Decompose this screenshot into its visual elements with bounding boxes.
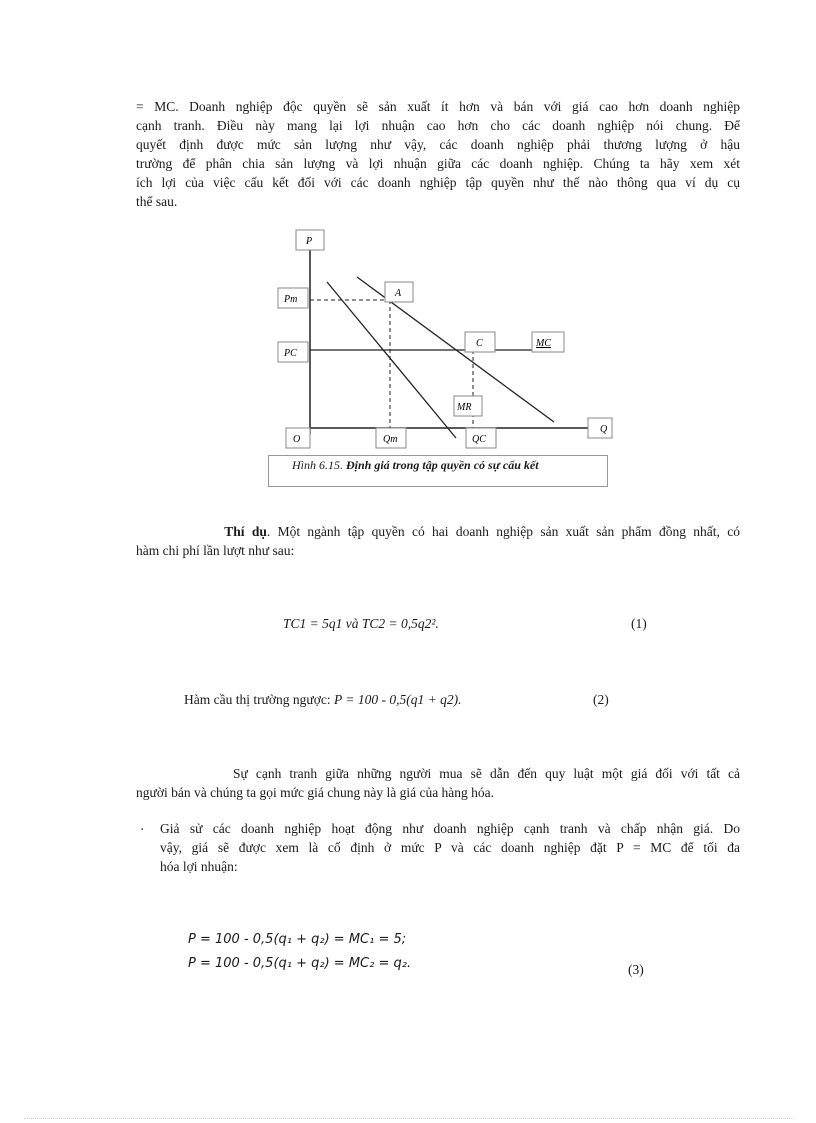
equation-3-line: P = 100 - 0,5(q₁ + q₂) = MC₁ = 5;: [188, 932, 407, 947]
intro-line: quyết định được mức sản lượng như vậy, các doanh nghiệp phải thương lượng ở hậu: [136, 137, 740, 152]
equation-2-formula: P = 100 - 0,5(q1 + q2).: [334, 692, 462, 707]
intro-line: thể sau.: [136, 194, 178, 209]
label-qc: [466, 428, 496, 448]
competition-text: Sự cạnh tranh giữa những người mua sẽ dẫn đến quy luật một giá đối với tất cả: [232, 766, 740, 781]
label-a-text: A: [395, 288, 402, 299]
label-a: [385, 282, 413, 302]
label-q: [588, 418, 612, 438]
competition-paragraph: [136, 764, 740, 802]
label-o-text: O: [293, 434, 301, 445]
competition-line: người bán và chúng ta gọi mức giá chung này là giá của hàng hóa.: [136, 785, 495, 800]
equation-2: [184, 690, 461, 709]
example-label: Thí dụ: [224, 524, 267, 539]
label-pm-text: Pm: [284, 294, 298, 305]
equation-2-number: (2): [593, 692, 609, 707]
label-mr-text: MR: [457, 402, 472, 413]
assumption-line: Giả sử các doanh nghiệp hoạt động như doanh nghiệp cạnh tranh và chấp nhận giá. Do: [160, 821, 740, 836]
equation-1-number: (1): [631, 616, 647, 631]
label-qc-text: QC: [472, 434, 486, 445]
example-line: [136, 522, 740, 541]
label-p: [296, 230, 324, 250]
label-pc-text: PC: [284, 348, 297, 359]
label-q-text: Q: [600, 424, 608, 435]
intro-paragraph: [136, 97, 740, 211]
label-pm: [278, 288, 308, 308]
label-pc: [278, 342, 308, 362]
equation-1: TC1 = 5q1 và TC2 = 0,5q2².: [283, 616, 439, 631]
intro-line: cạnh tranh. Điều này mang lại lợi nhuận cao hơn cho các doanh nghiệp nói chung. Để: [136, 118, 740, 133]
label-c: [465, 332, 495, 352]
label-mc-text: MC: [536, 338, 551, 349]
equation-3-line: P = 100 - 0,5(q₁ + q₂) = MC₂ = q₂.: [188, 956, 412, 971]
label-qm: [376, 428, 406, 448]
collusion-pricing-diagram: [260, 222, 620, 454]
example-paragraph: [136, 522, 740, 560]
intro-line: trường để phân chia sản lượng và lợi nhuận giữa các doanh nghiệp. Chúng ta hãy xem xét: [136, 156, 740, 171]
mr-line: [327, 282, 456, 438]
label-p-text: P: [306, 236, 313, 247]
figure-caption: [292, 458, 539, 473]
equation-3-number: (3): [628, 962, 644, 977]
caption-title: Định giá trong tập quyền có sự cấu kết: [346, 458, 539, 472]
bullet-marker: ·: [140, 822, 145, 837]
label-o: [286, 428, 310, 448]
equation-3: [188, 928, 411, 976]
example-text: . Một ngành tập quyền có hai doanh nghiệp sản xuất sản phẩm đồng nhất, có: [266, 524, 741, 539]
intro-line: ích lợi của việc cấu kết đối với các doanh nghiệp tập quyền như thế nào thông qua ví dụ cụ: [136, 175, 740, 190]
assumption-line: vậy, giá sẽ được xem là cố định ở mức P và các doanh nghiệp đặt P = MC để tối đa: [160, 840, 740, 855]
page-bottom-rule: [24, 1118, 794, 1119]
label-qm-text: Qm: [383, 434, 398, 445]
competition-line: [136, 764, 740, 783]
equation-2-prefix: Hàm cầu thị trường ngược:: [184, 692, 331, 707]
caption-prefix: Hình 6.15.: [292, 458, 343, 472]
assumption-paragraph: [160, 819, 740, 876]
label-c-text: C: [476, 338, 483, 349]
assumption-line: hóa lợi nhuận:: [160, 859, 238, 874]
label-mc: [532, 332, 564, 352]
intro-line: = MC. Doanh nghiệp độc quyền sẽ sản xuất ít hơn và bán với giá cao hơn doanh nghiệp: [136, 99, 740, 114]
example-line: hàm chi phí lần lượt như sau:: [136, 543, 295, 558]
label-mr: [454, 396, 482, 416]
